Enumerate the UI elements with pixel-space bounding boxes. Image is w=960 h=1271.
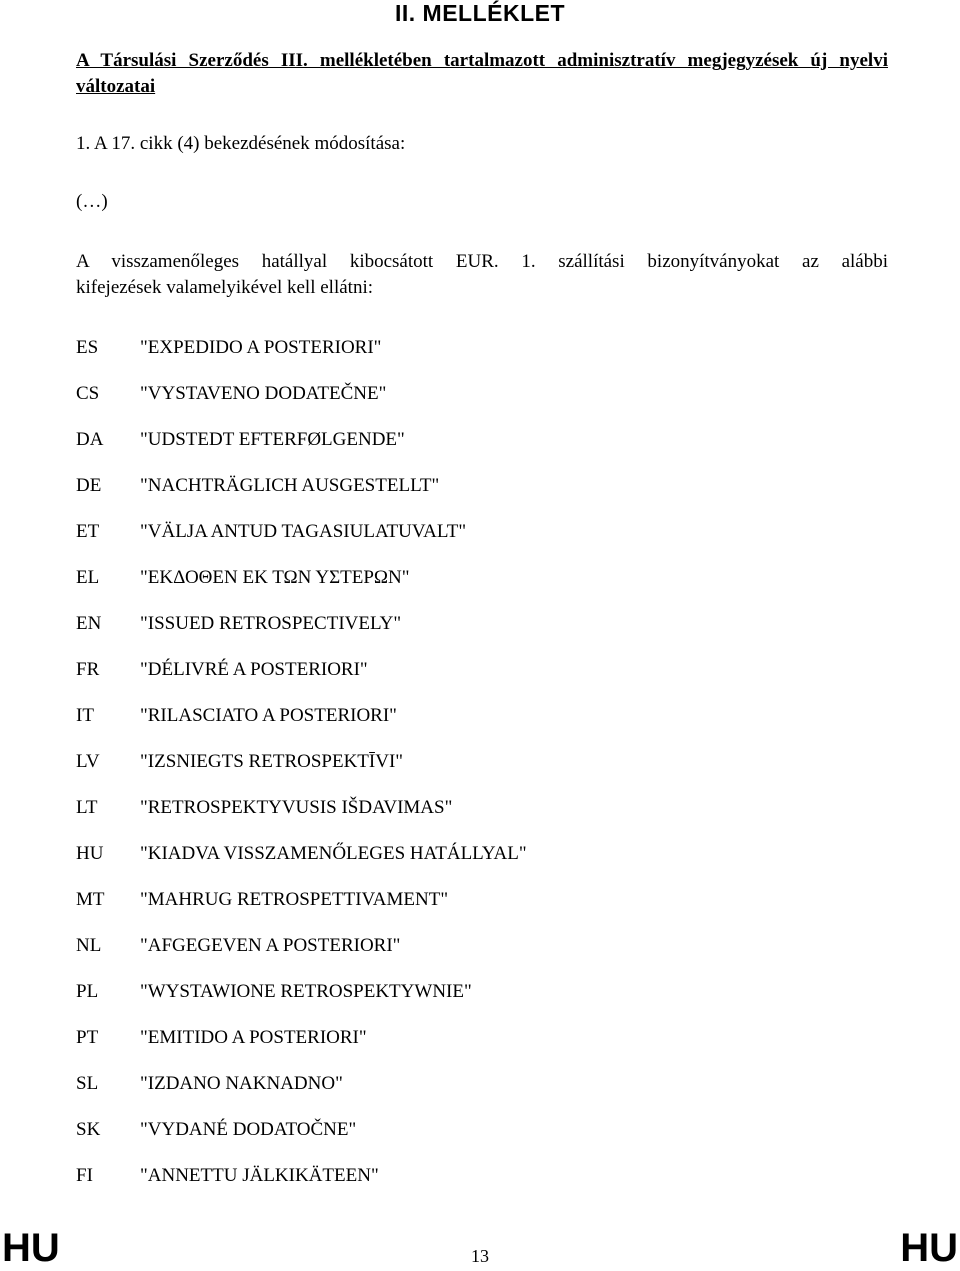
language-code: PL <box>76 981 99 1002</box>
page-number: 13 <box>471 1246 489 1266</box>
list-item <box>0 1069 960 1099</box>
endorsement-phrase: "DÉLIVRÉ A POSTERIORI" <box>140 659 368 680</box>
list-item <box>0 885 960 915</box>
intro-paragraph-line-2: kifejezések valamelyikével kell ellátni: <box>76 277 374 298</box>
endorsement-phrase: "NACHTRÄGLICH AUSGESTELLT" <box>140 475 440 496</box>
language-code: ET <box>76 521 100 542</box>
list-item <box>0 517 960 547</box>
endorsement-phrase: "ΕΚΔΟΘΕΝ ΕΚ ΤΩΝ ΥΣΤΕΡΩΝ" <box>140 567 410 588</box>
language-code: HU <box>76 843 104 864</box>
endorsement-phrase: "VYSTAVENO DODATEČNE" <box>140 383 387 404</box>
endorsement-phrase: "MAHRUG RETROSPETTIVAMENT" <box>140 889 449 910</box>
intro-paragraph-line-1: A visszamenőleges hatállyal kibocsátott EUR. 1. szállítási bizonyítványokat az alábbi <box>76 251 888 272</box>
language-code: ES <box>76 337 99 358</box>
endorsement-phrase: "VYDANÉ DODATOČNE" <box>140 1119 357 1140</box>
language-code: SK <box>76 1119 101 1140</box>
language-code: MT <box>76 889 105 910</box>
language-code: CS <box>76 383 100 404</box>
language-code: EL <box>76 567 100 588</box>
list-item <box>0 379 960 409</box>
language-code: LV <box>76 751 100 772</box>
endorsement-phrase: "KIADVA VISSZAMENŐLEGES HATÁLLYAL" <box>140 843 527 864</box>
language-code: PT <box>76 1027 99 1048</box>
list-item <box>0 425 960 455</box>
list-item <box>0 977 960 1007</box>
list-item <box>0 655 960 685</box>
list-item <box>0 333 960 363</box>
endorsement-phrase: "WYSTAWIONE RETROSPEKTYWNIE" <box>140 981 472 1002</box>
footer-language-left: HU <box>2 1226 60 1270</box>
footer-language-right: HU <box>900 1226 958 1270</box>
list-item <box>0 839 960 869</box>
annex-title: II. MELLÉKLET <box>394 0 566 26</box>
endorsement-phrase: "VÄLJA ANTUD TAGASIULATUVALT" <box>140 521 467 542</box>
language-code: SL <box>76 1073 99 1094</box>
language-code: EN <box>76 613 102 634</box>
list-item <box>0 701 960 731</box>
list-item <box>0 1115 960 1145</box>
list-item <box>0 471 960 501</box>
endorsement-phrase: "EMITIDO A POSTERIORI" <box>140 1027 367 1048</box>
list-item <box>0 1161 960 1191</box>
language-code: FI <box>76 1165 93 1186</box>
language-code: IT <box>76 705 94 726</box>
list-item <box>0 563 960 593</box>
language-code: FR <box>76 659 100 680</box>
list-item <box>0 747 960 777</box>
endorsement-phrase: "RETROSPEKTYVUSIS IŠDAVIMAS" <box>140 797 453 818</box>
language-code: LT <box>76 797 98 818</box>
list-item <box>0 609 960 639</box>
endorsement-phrase: "AFGEGEVEN A POSTERIORI" <box>140 935 401 956</box>
list-item <box>0 1023 960 1053</box>
language-code: DA <box>76 429 104 450</box>
list-item <box>0 793 960 823</box>
intro-paragraph <box>76 249 888 301</box>
amendment-line: 1. A 17. cikk (4) bekezdésének módosítása: <box>76 133 406 154</box>
list-item <box>0 931 960 961</box>
endorsement-phrase: "EXPEDIDO A POSTERIORI" <box>140 337 382 358</box>
endorsement-phrase: "RILASCIATO A POSTERIORI" <box>140 705 397 726</box>
endorsement-phrase: "IZSNIEGTS RETROSPEKTĪVI" <box>140 751 404 772</box>
language-code: DE <box>76 475 102 496</box>
endorsement-phrase: "UDSTEDT EFTERFØLGENDE" <box>140 429 405 450</box>
section-heading: A Társulási Szerződés III. mellékletében tartalmazott adminisztratív megjegyzések új nyelvi változatai <box>76 50 888 97</box>
endorsement-phrase: "IZDANO NAKNADNO" <box>140 1073 343 1094</box>
ellipsis-line: (…) <box>76 191 108 212</box>
endorsement-phrase: "ISSUED RETROSPECTIVELY" <box>140 613 402 634</box>
language-code: NL <box>76 935 102 956</box>
endorsement-phrase: "ANNETTU JÄLKIKÄTEEN" <box>140 1165 379 1186</box>
